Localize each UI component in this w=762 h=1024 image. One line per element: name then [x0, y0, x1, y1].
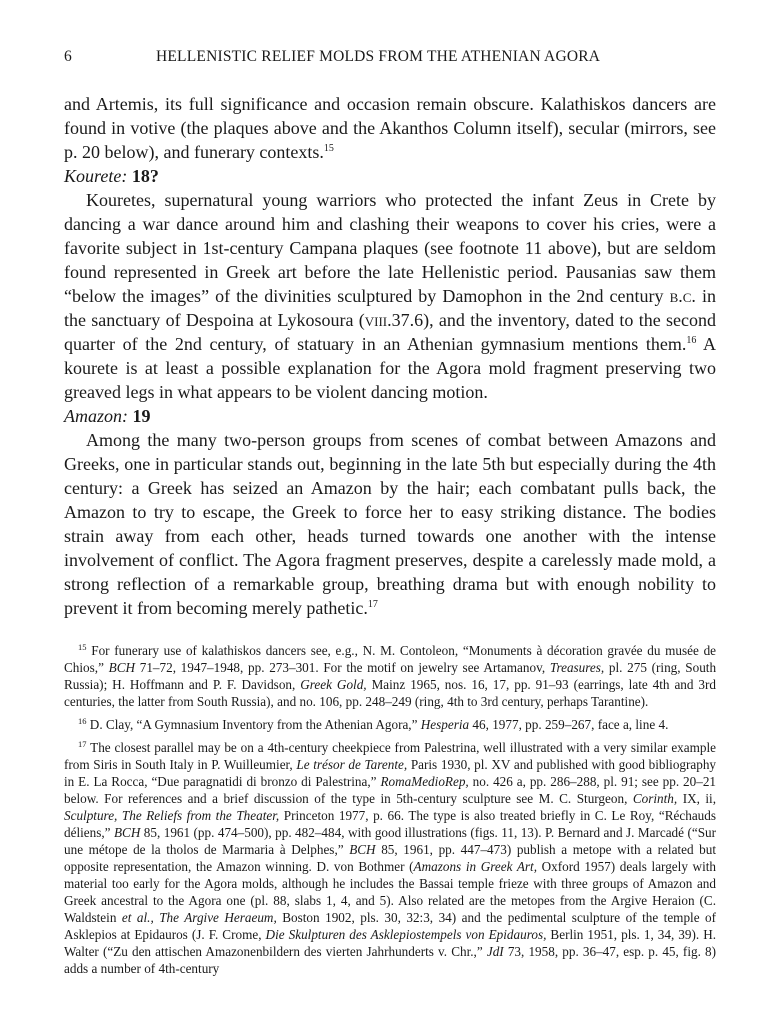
footnote-text: Berlin 1951, pls. 1, 34, 39). H. Walter (“Zu den attischen Amazonenbildern des vierten Jahrhunderts v. Chr.,”: [64, 927, 717, 959]
amazon-text: Among the many two-person groups from scenes of combat between Amazons and Greeks, one in particular stands out, beginning in the late 5th but especially during the 4th century: a Greek has seized an Amazon by the hair; each combatant pulls back, the Amazon to try to escape, the Greek to force her to easy striking distance. The bodies strain away from each other, heads turned towards one another with the intense involvement of conflict. The Agora fragment preserves, despite a carelessly made mold, a strong reflection of a remarkable group, breathing drama but with enough nobility to prevent it from becoming merely pathetic.: [64, 430, 716, 618]
footnote-text: For funerary use of kalathiskos dancers see, e.g., N. M. Contoleon, “Monuments à décoration gravée du musée de Chios,”: [64, 643, 717, 675]
running-title: HELLENISTIC RELIEF MOLDS FROM THE ATHENIAN AGORA: [156, 48, 601, 65]
footnote-text: Boston 1902, pls. 30, 32:3, 34) and the pedimental sculpture of the temple of Asklepios at Epidauros (J. F. Crome,: [64, 910, 717, 942]
main-text: [64, 92, 716, 620]
footnote-number: 17: [78, 739, 87, 749]
citation-title: BCH: [108, 660, 136, 675]
kourete-paragraph: [64, 188, 716, 404]
kourete-text-1: Kouretes, supernatural young warriors who protected the infant Zeus in Crete by dancing a war dance around him and clashing their weapons to cover his cries, were a favorite subject in 1st-century Campana plaques (see footnote 11 above), but are seldom found represented in Greek art before the late Hellenistic period. Pausanias saw them “below the images” of the divinities sculptured by Damophon in the 2nd century: [64, 190, 716, 306]
citation-title: BCH: [113, 825, 141, 840]
page-number: 6: [64, 48, 72, 65]
footnote-ref-16: 16: [686, 335, 697, 346]
footnote-text: pl. 275 (ring, South Russia); H. Hoffmann and P. F. Davidson,: [64, 660, 717, 692]
citation-title: Greek Gold,: [300, 677, 367, 692]
running-head: [64, 48, 716, 72]
book-numeral: viii: [364, 310, 388, 330]
citation-title: JdI: [486, 944, 504, 959]
footnote-15: [64, 642, 716, 710]
catalogue-number: 19: [132, 406, 151, 426]
citation-title: BCH: [349, 842, 376, 857]
citation-title: RomaMedioRep,: [380, 774, 469, 789]
kourete-text-3: .37.6), and the inventory, dated to the second quarter of the 2nd century, of statuary in an Athenian gymnasium mentions them.: [64, 310, 716, 354]
footnote-text: Mainz 1965, nos. 16, 17, pp. 91–93 (earrings, late 4th and 3rd centuries, the latter from South Russia), and no. 106, pp. 248–249 (ring, 4th to 3rd century, perhaps Tarantine).: [64, 677, 717, 709]
footnote-text: Oxford 1957) deals largely with material too early for the Agora molds, although he includes the Bassai temple frieze with three groups of Amazon and Greek ancestral to the Agora one (pl. 88, slabs 1, 4, and 5). Also related are the metopes from the Argive Heraion (C. Waldstein: [64, 859, 716, 925]
opening-paragraph: [64, 92, 716, 164]
footnote-ref-17: 17: [367, 599, 378, 610]
footnote-text: D. Clay, “A Gymnasium Inventory from the Athenian Agora,”: [89, 717, 418, 732]
footnote-text: no. 426 a, pp. 286–288, pl. 91; see pp. 20–21 below. For references and a brief discussion of the type in 5th-century sculpture see M. C. Sturgeon,: [64, 774, 717, 806]
footnote-number: 15: [78, 642, 87, 652]
footnote-text: IX, ii,: [682, 791, 717, 806]
footnotes: [64, 642, 716, 977]
section-label: Amazon:: [64, 406, 128, 426]
opening-paragraph-text: and Artemis, its full significance and occasion remain obscure. Kalathiskos dancers are found in votive (the plaques above and the Akanthos Column itself), secular (mirrors, see p. 20 below), and funerary contexts.: [64, 94, 716, 162]
footnote-text: The closest parallel may be on a 4th-century cheekpiece from Palestrina, well illustrated with a very similar example from Siris in South Italy in P. Wuilleumier,: [64, 740, 716, 772]
footnote-number: 16: [78, 716, 87, 726]
section-heading-amazon: [64, 404, 716, 428]
footnote-text: 85, 1961, pp. 447–473) publish a metope with a related but opposite representation, the Amazon winning. D. von Bothmer (: [64, 842, 716, 874]
kourete-text-4: A kourete is at least a possible explanation for the Agora mold fragment preserving two greaved legs in what appears to be violent dancing motion.: [64, 334, 716, 402]
citation-title: Treasures,: [549, 660, 605, 675]
footnote-text: 46, 1977, pp. 259–267, face a, line 4.: [472, 717, 669, 732]
citation-title: Le trésor de Tarente,: [296, 757, 408, 772]
citation-title: Hesperia: [420, 717, 470, 732]
page: [64, 48, 716, 983]
footnote-text: 73, 1958, pp. 36–47, esp. p. 45, fig. 8) adds a number of 4th-century: [64, 944, 717, 976]
era-abbreviation: b.c.: [669, 286, 696, 306]
citation-title: Corinth,: [632, 791, 678, 806]
citation-title: Amazons in Greek Art,: [413, 859, 537, 874]
section-heading-kourete: [64, 164, 716, 188]
section-label: Kourete:: [64, 166, 128, 186]
citation-title: Sculpture, The Reliefs from the Theater,: [64, 808, 280, 823]
footnote-ref-15: 15: [323, 143, 334, 154]
footnote-16: [64, 716, 716, 733]
catalogue-number: 18?: [131, 166, 159, 186]
footnote-text: 85, 1961 (pp. 474–500), pp. 482–484, with good illustrations (figs. 11, 13). P. Bernard and J. Marcadé (“Sur une métope de la tholos de Marmaria à Delphes,”: [64, 825, 717, 857]
footnote-text: 71–72, 1947–1948, pp. 273–301. For the motif on jewelry see Artamanov,: [139, 660, 546, 675]
footnote-text: Paris 1930, pl. XV and published with good bibliography in E. La Rocca, “Due paragnatidi di bronzo di Palestrina,”: [64, 757, 717, 789]
footnote-17: [64, 739, 716, 977]
citation-title: Die Skulpturen des Asklepiostempels von Epidauros,: [265, 927, 547, 942]
kourete-text-2: in the sanctuary of Despoina at Lykosoura (: [64, 286, 717, 330]
citation-title: et al., The Argive Heraeum,: [121, 910, 277, 925]
footnote-text: Princeton 1977, p. 66. The type is also treated briefly in C. Le Roy, “Réchauds déliens,”: [64, 808, 716, 840]
amazon-paragraph: [64, 428, 716, 620]
